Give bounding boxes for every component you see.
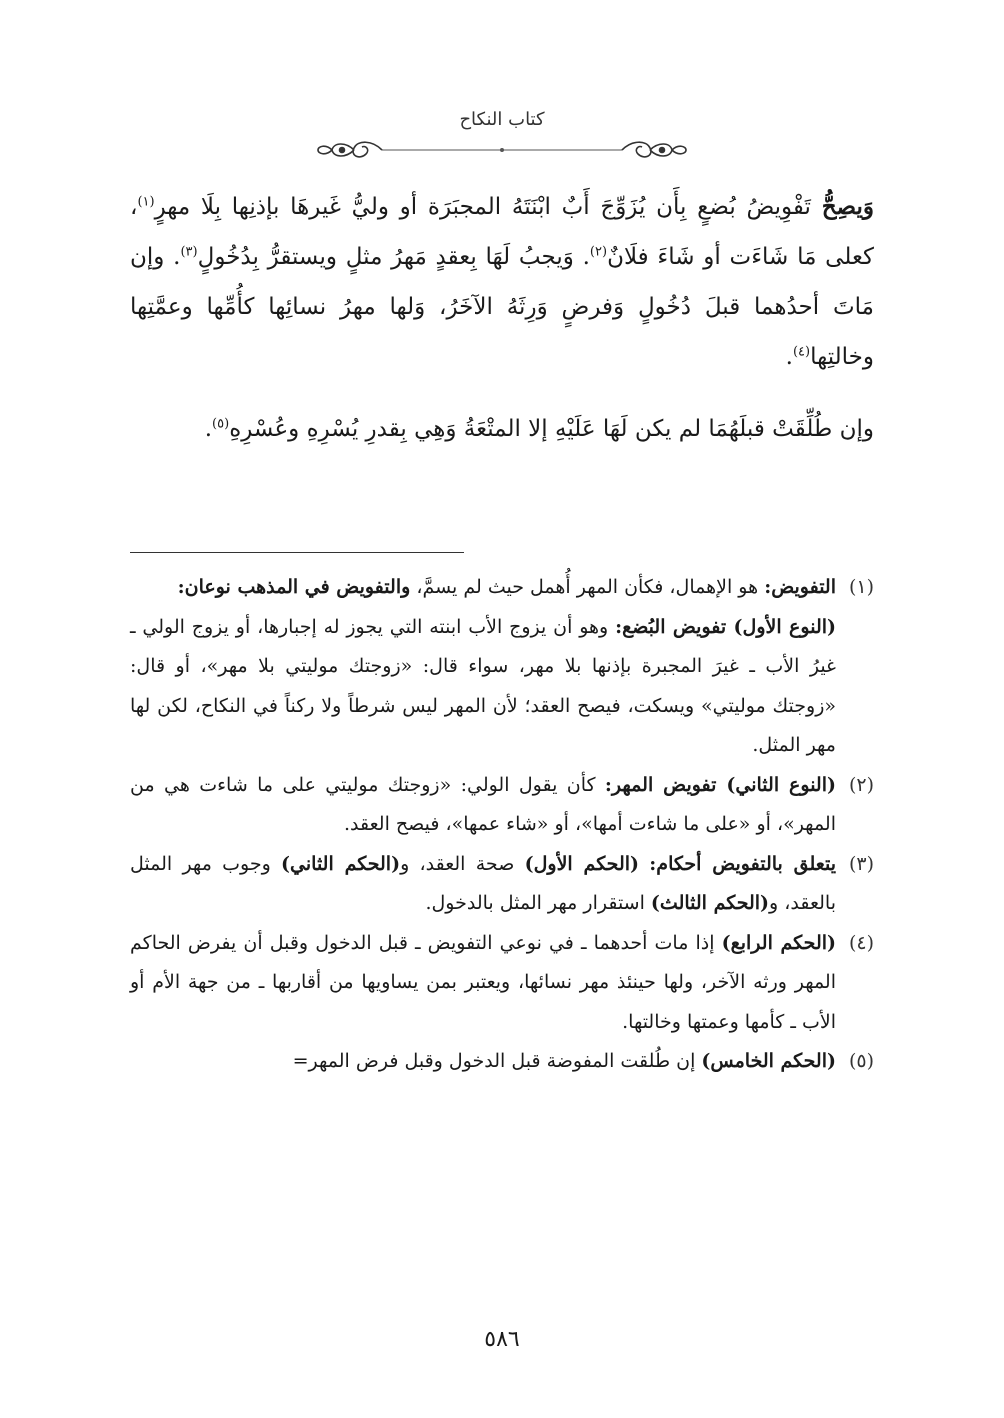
lead-word: وَيصِحُّ [821,193,874,220]
header-ornament-icon [312,136,692,164]
bold-term: (النوع الثاني) تفويض المهر: [604,773,836,796]
text-run: إذا مات أحدهما ـ في نوعي التفويض ـ قبل الدخول وقبل أن يفرض الحاكم المهر ورثه الآخر، ولها حينئذ مهر نسائها، ويعتبر بمن يساويها من أقاربها ـ من جهة الأم أو الأب ـ كأمها وعمتها وخالتها. [130,931,836,1033]
text-run: إن طُلقت المفوضة قبل الدخول وقبل فرض المهر= [292,1050,702,1072]
footnote-body [130,766,836,845]
bold-term: يتعلق بالتفويض أحكام: [649,852,836,875]
bold-term: (الحكم الثالث) [650,892,770,914]
text-run: . [204,416,213,442]
footnote-2 [130,766,874,845]
text-run: صحة العقد، و [400,852,525,875]
text-run: وإن طُلِّقَتْ قبلَهُمَا لم يكن لَهَا عَلَيْهِ إلا المتْعَةُ وَهِي بِقدرِ يُسْرِهِ وعُسْرِهِ [229,416,874,442]
footnote-number: (٤) [848,931,874,954]
footnote-ref-3: (٣) [180,244,198,260]
text-run: تَفْوِيضُ بُضعٍ بِأَن يُزَوِّجَ أَبٌ ابْنَتَهُ المجبَرَة أو وليُّ غَيرهَا بإذنِها بِلَا مهرٍ [154,194,822,220]
text-run: هو الإهمال، فكأن المهر أُهمل حيث لم يسمَّ، [410,576,765,598]
header-title: كتاب النكاح [459,109,545,130]
footnote-number: (١) [848,576,874,598]
text-run: . وإن مَاتَ أحدُهما قبلَ دُخُولٍ وَفرضٍ وَرِثَهُ الآخَرُ، وَلها مهرُ نسائِها كأُمِّها وعمَّتِها وخالتِها [130,244,874,370]
footnote-ref-4: (٤) [792,344,811,360]
bold-term: (الحكم الأول) [524,852,640,875]
text-run: . [785,344,793,370]
main-paragraph-1 [130,182,874,382]
footnote-number: (٥) [848,1050,874,1072]
footnote-body [130,924,836,1043]
bold-term: (الحكم الخامس) [701,1050,836,1072]
footnote-4 [130,924,874,1043]
footnote-body [130,845,836,924]
text-run: وهو أن يزوج الأب ابنته التي يجوز له إجبارها، أو يزوج الولي ـ غيرُ الأب ـ غيرَ المجبرة بإذنها بلا مهر، سواء قال: «زوجتك موليتي بلا مهر»، أو قال: «زوجتك موليتي» ويسكت، فيصح العقد؛ لأن المهر ليس شرطاً ولا ركناً في النكاح، لكن لها مهر المثل. [130,615,836,756]
main-paragraph-2 [130,404,874,454]
bold-term: (الحكم الثاني) [281,852,401,875]
footnote-number: (٢) [848,773,874,796]
bold-term: التفويض: [764,576,836,598]
footnote-ref-5: (٥) [212,416,230,432]
footnote-body [130,568,836,766]
footnote-body [130,1042,836,1082]
footnote-line [130,568,836,608]
bold-term: (النوع الأول) تفويض البُضع: [615,615,836,638]
footnote-5 [130,1042,874,1082]
text-run: استقرار مهر المثل بالدخول. [425,892,651,914]
page-number: ٥٨٦ [484,1327,520,1352]
text-run: . وَيجبُ لَهَا بِعقدٍ مَهرُ مثلٍ ويستقرُّ بِدُخُولٍ [197,244,590,270]
footnotes [130,568,874,1082]
main-text [130,182,874,454]
footnote-3 [130,845,874,924]
footnote-line [130,608,836,766]
text-run: ، كعلى مَا شَاءَت أو شَاءَ فلَانٌ [130,194,874,270]
footnote-separator [130,552,464,553]
footnote-ref-2: (٢) [589,244,608,260]
text-run: وجوب مهر المثل بالعقد، و [130,852,836,914]
bold-term: (الحكم الرابع) [721,931,837,954]
footnote-1 [130,568,874,766]
text-run: كأن يقول الولي: «زوجتك موليتي على ما شاءت هي من المهر»، أو «على ما شاءت أمها»، أو «شاء عمها»، فيصح العقد. [130,773,836,835]
footnote-ref-1: (١) [137,194,155,210]
running-header [0,108,1004,164]
footnote-number: (٣) [848,852,874,875]
bold-term: والتفويض في المذهب نوعان: [177,576,411,598]
